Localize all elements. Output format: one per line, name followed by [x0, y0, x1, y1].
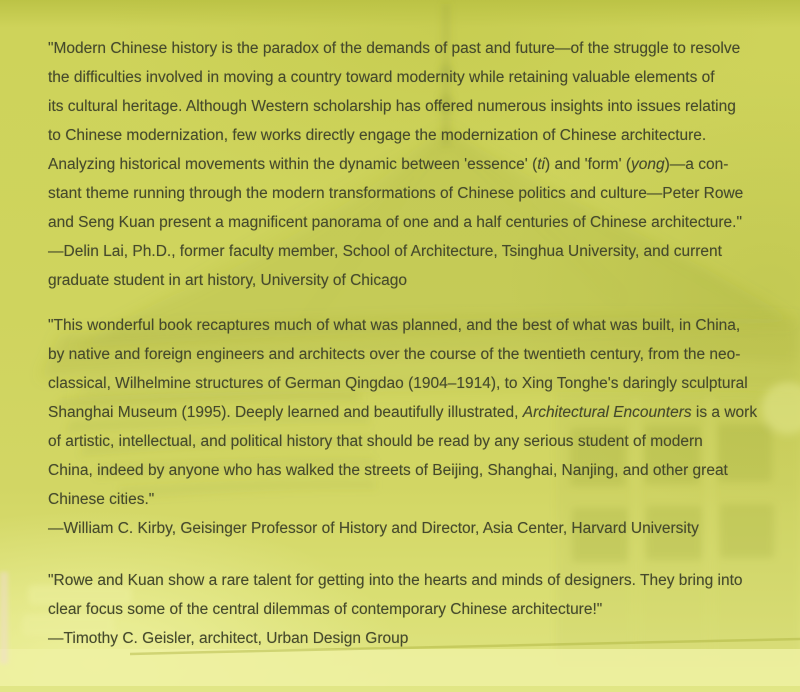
text-line: graduate student in art history, University of Chicago [48, 272, 407, 289]
text-line: Chinese cities." [48, 491, 155, 508]
text-line: —Delin Lai, Ph.D., former faculty member, School of Architecture, Tsinghua University, and current [48, 243, 722, 260]
text-line: —William C. Kirby, Geisinger Professor of History and Director, Asia Center, Harvard University [48, 520, 699, 537]
text-line: stant theme running through the modern transformations of Chinese politics and culture—Peter Rowe [48, 185, 744, 202]
text-line: of artistic, intellectual, and political history that should be read by any serious student of modern [48, 433, 703, 450]
text-line: and Seng Kuan present a magnificent panorama of one and a half centuries of Chinese architecture." [48, 214, 742, 231]
review-quote-william-kirby [48, 311, 757, 543]
text-line: China, indeed by anyone who has walked the streets of Beijing, Shanghai, Nanjing, and other great [48, 462, 728, 479]
text-line: Shanghai Museum (1995). Deeply learned and beautifully illustrated, Architectural Encounters is a work [48, 404, 758, 421]
text-line: classical, Wilhelmine structures of German Qingdao (1904–1914), to Xing Tonghe's daringly sculptural [48, 375, 748, 392]
text-line: "This wonderful book recaptures much of what was planned, and the best of what was built, in China, [48, 317, 741, 334]
text-line: "Modern Chinese history is the paradox of the demands of past and future—of the struggle to resolve [48, 40, 741, 57]
text-line: its cultural heritage. Although Western scholarship has offered numerous insights into issues relating [48, 98, 736, 115]
review-quote-delin-lai [48, 34, 743, 295]
page-edge-highlight [0, 572, 8, 664]
text-line: Analyzing historical movements within the dynamic between 'essence' (ti) and 'form' (yong)—a con- [48, 156, 729, 173]
text-line: to Chinese modernization, few works directly engage the modernization of Chinese architecture. [48, 127, 707, 144]
text-line: by native and foreign engineers and architects over the course of the twentieth century, from the neo- [48, 346, 741, 363]
text-line: —Timothy C. Geisler, architect, Urban Design Group [48, 630, 409, 647]
text-line: "Rowe and Kuan show a rare talent for getting into the hearts and minds of designers. They bring into [48, 572, 743, 589]
text-line: the difficulties involved in moving a country toward modernity while retaining valuable elements of [48, 69, 715, 86]
review-quote-timothy-geisler [48, 566, 743, 653]
text-line: clear focus some of the central dilemmas of contemporary Chinese architecture!" [48, 601, 603, 618]
